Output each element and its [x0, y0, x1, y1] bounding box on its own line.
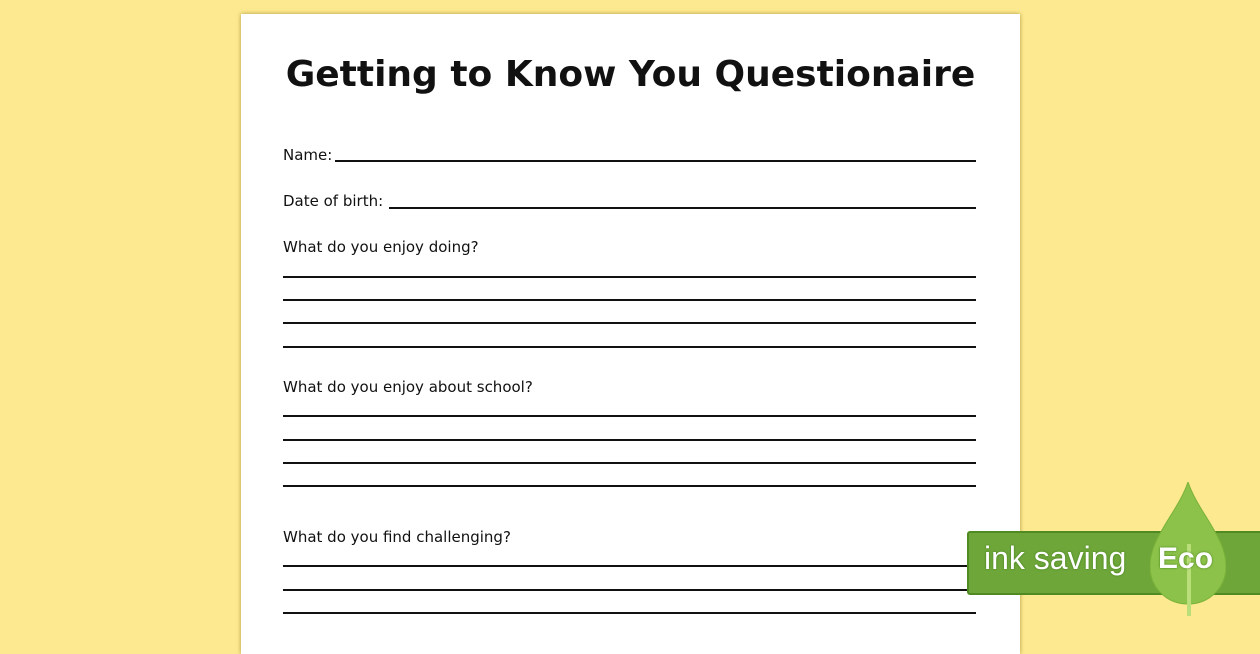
answer-line[interactable] — [283, 276, 976, 278]
answer-line[interactable] — [283, 565, 976, 567]
question-label: What do you enjoy about school? — [283, 378, 533, 396]
dob-label: Date of birth: — [283, 192, 384, 210]
page-title: Getting to Know You Questionaire — [285, 54, 976, 95]
dob-line[interactable] — [389, 207, 976, 209]
answer-line[interactable] — [283, 439, 976, 441]
eco-label: Eco — [1158, 542, 1214, 575]
question-label: What do you enjoy doing? — [283, 238, 479, 256]
name-line[interactable] — [335, 160, 976, 162]
ink-saving-text: ink saving — [984, 540, 1127, 576]
question-label: What do you find challenging? — [283, 528, 511, 546]
answer-line[interactable] — [283, 299, 976, 301]
answer-line[interactable] — [283, 346, 976, 348]
worksheet-page — [241, 14, 1020, 654]
answer-line[interactable] — [283, 589, 976, 591]
answer-line[interactable] — [283, 485, 976, 487]
answer-line[interactable] — [283, 322, 976, 324]
answer-line[interactable] — [283, 415, 976, 417]
answer-line[interactable] — [283, 462, 976, 464]
answer-line[interactable] — [283, 612, 976, 614]
name-label: Name: — [283, 146, 333, 164]
